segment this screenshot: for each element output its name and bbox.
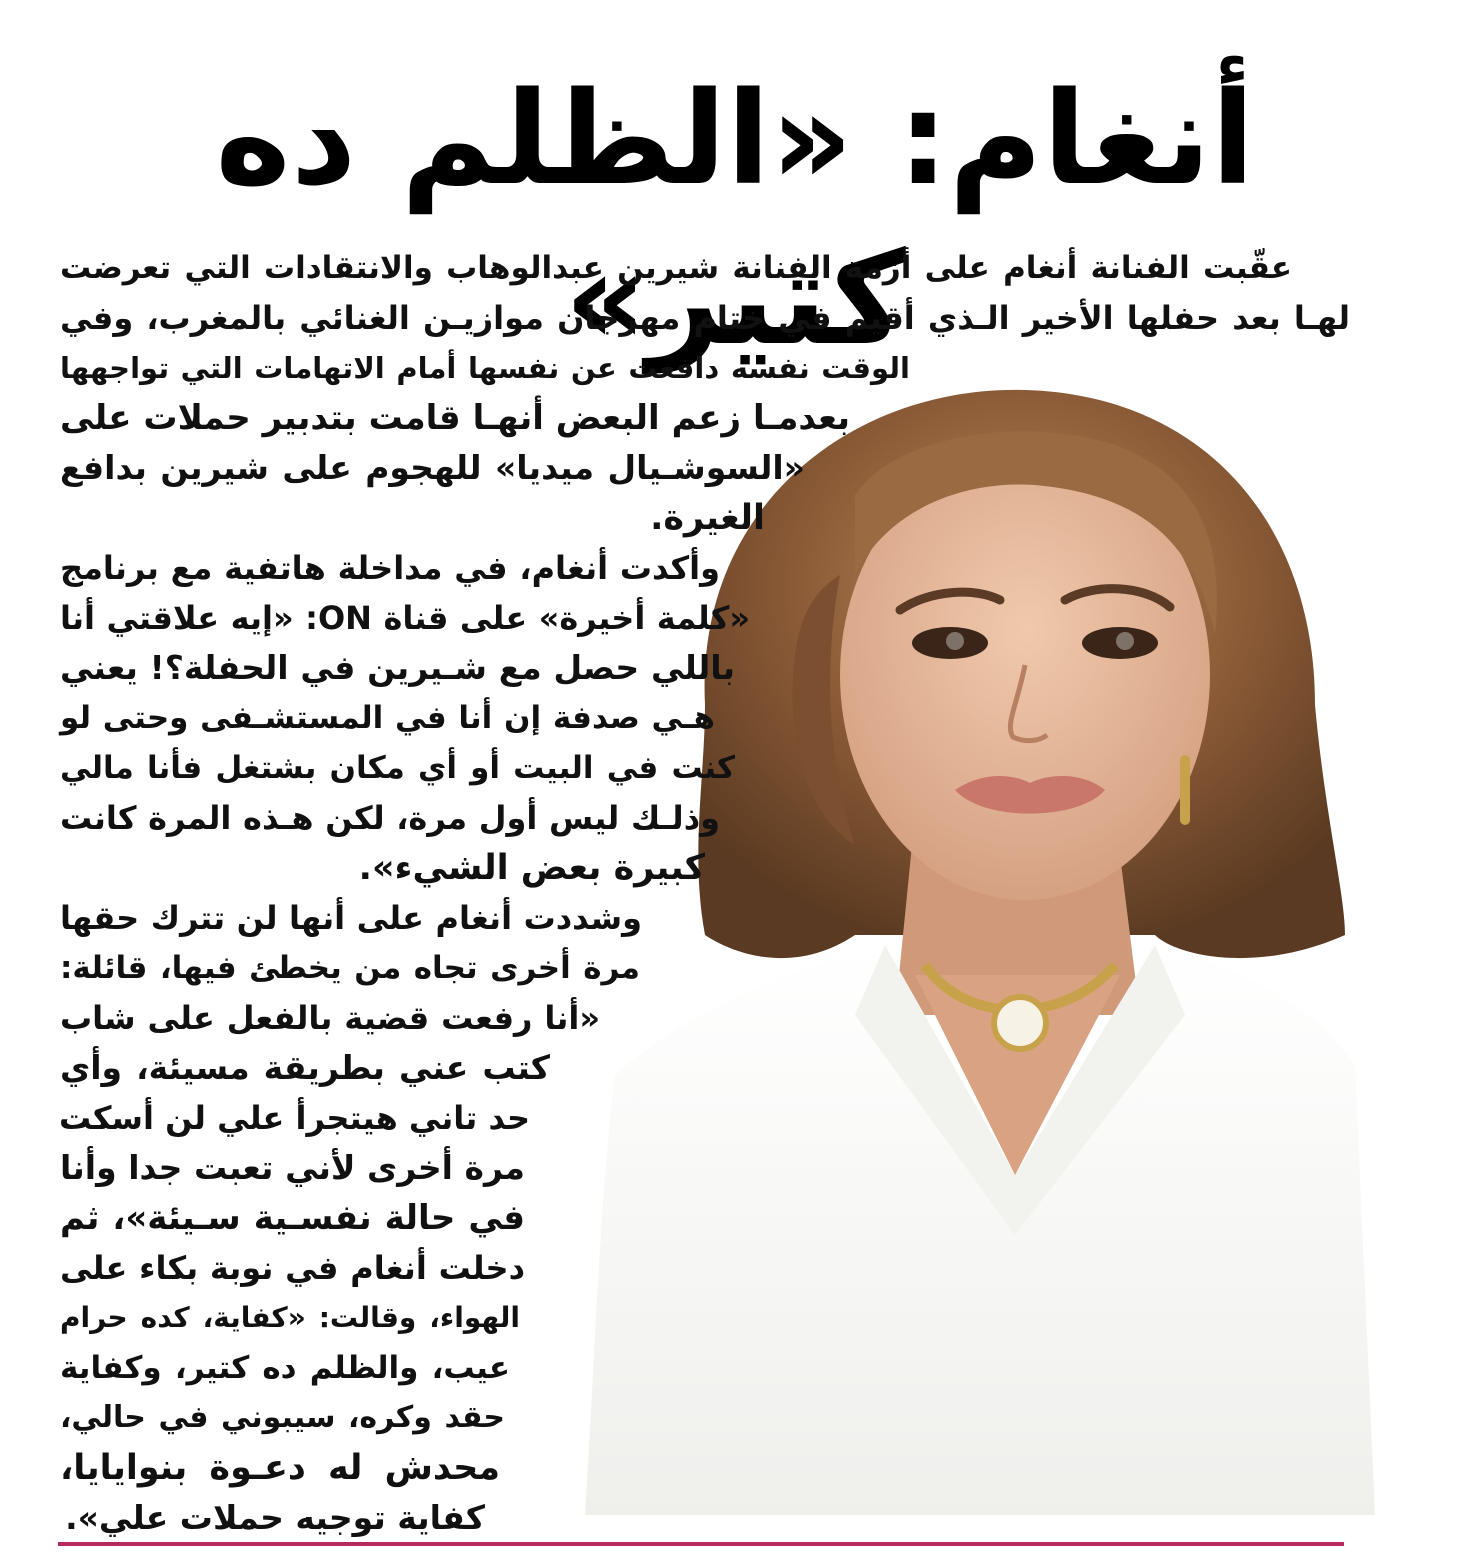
body-line-6: الغيرة. [650, 498, 765, 538]
body-line-22: الهواء، وقالت: «كفاية، كده حرام [60, 1301, 520, 1334]
body-line-2: لهـا بعد حفلها الأخير الـذي أقيم في ختام مهرجان موازيـن الغنائي بالمغرب، وفي [60, 299, 1350, 337]
body-line-12: وذلـك ليس أول مرة، لكن هـذه المرة كانت [60, 799, 720, 837]
body-line-25: محدش له دعـوة بنوايايا، [60, 1448, 500, 1488]
body-line-11: كنت في البيت أو أي مكان بشتغل فأنا مالي [60, 750, 735, 786]
body-line-1: عقّبت الفنانة أنغام على أزمة الفنانة شيرين عبدالوهاب والانتقادات التي تعرضت [60, 250, 1292, 286]
headline: أنغام: «الظلم ده كتير» [215, 65, 1255, 374]
body-line-26: كفاية توجيه حملات علي». [65, 1498, 485, 1537]
bottom-rule [58, 1542, 1344, 1546]
body-line-13: كبيرة بعض الشيء». [358, 848, 705, 888]
body-line-21: دخلت أنغام في نوبة بكاء على [60, 1249, 525, 1287]
body-line-19: مرة أخرى لأني تعبت جدا وأنا [60, 1148, 525, 1187]
body-line-20: في حالة نفسـية سـيئة»، ثم [60, 1198, 525, 1238]
body-line-3: الوقت نفسه دافعت عن نفسها أمام الاتهامات التي تواجهها [60, 351, 910, 385]
body-line-16: «أنا رفعت قضية بالفعل على شاب [60, 999, 600, 1037]
body-line-14: وشددت أنغام على أنها لن تترك حقها [60, 899, 642, 937]
body-line-5: «السوشـيال ميديا» للهجوم على شيرين بدافع [60, 448, 805, 487]
body-line-15: مرة أخرى تجاه من يخطئ فيها، قائلة: [60, 950, 640, 986]
body-line-7: وأكدت أنغام، في مداخلة هاتفية مع برنامج [60, 549, 720, 587]
body-line-10: هـي صدفة إن أنا في المستشـفى وحتى لو [60, 700, 715, 736]
body-line-4: بعدمـا زعم البعض أنهـا قامت بتدبير حملات على [60, 398, 850, 438]
body-line-23: عيب، والظلم ده كتير، وكفاية [60, 1350, 510, 1386]
body-line-24: حقد وكره، سيبوني في حالي، [60, 1400, 505, 1435]
body-line-18: حد تاني هيتجرأ علي لن أسكت [59, 1099, 530, 1137]
body-line-9: باللي حصل مع شـيرين في الحفلة؟! يعني [60, 648, 735, 687]
body-line-8: «كلمة أخيرة» على قناة ON: «إيه علاقتي أنا [60, 599, 751, 637]
body-line-17: كتب عني بطريقة مسيئة، وأي [60, 1048, 550, 1087]
